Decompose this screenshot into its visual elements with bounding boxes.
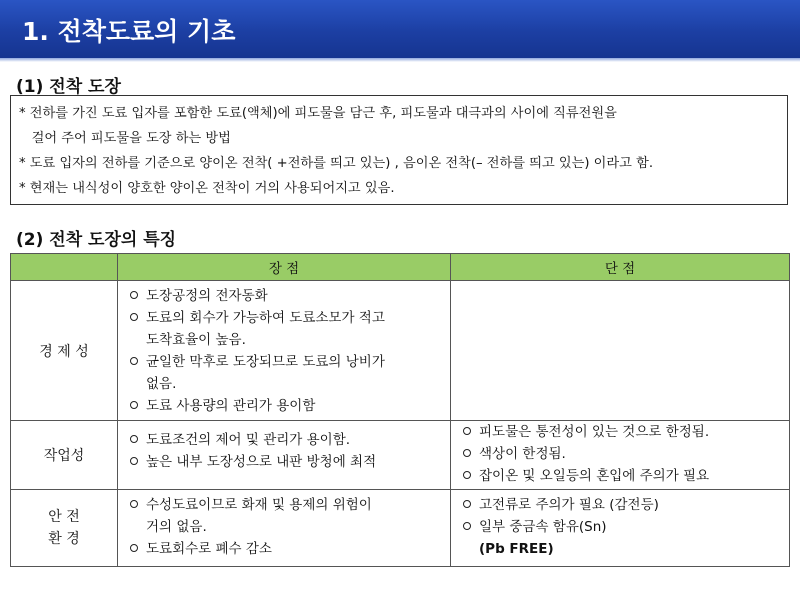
definition-line: 걸어 주어 피도물을 도장 하는 방법 <box>19 131 231 146</box>
definition-line: * 현재는 내식성이 양호한 양이온 전착이 거의 사용되어지고 있음. <box>19 181 395 196</box>
circle-bullet-icon <box>463 500 471 508</box>
circle-bullet-icon <box>463 471 471 479</box>
circle-bullet-icon <box>130 544 138 552</box>
category-workability: 작업성 <box>11 421 118 490</box>
table-row-economy <box>11 281 790 421</box>
list-item: 도료조건의 제어 및 관리가 용이함. <box>128 429 446 451</box>
circle-bullet-icon <box>130 357 138 365</box>
cons-cell <box>451 490 790 567</box>
definition-line: * 도료 입자의 전하를 기준으로 양이온 전착( +전하를 띄고 있는) , 음이온 전착(– 전하를 띄고 있는) 이라고 함. <box>19 156 654 171</box>
features-table <box>10 253 790 567</box>
list-item: 도료 사용량의 관리가 용이함 <box>128 395 446 417</box>
category-economy: 경 제 성 <box>11 281 118 421</box>
category-safety-environment <box>11 490 118 567</box>
list-item: 색상이 한정됨. <box>461 443 785 465</box>
circle-bullet-icon <box>130 457 138 465</box>
cons-cell <box>451 281 790 421</box>
circle-bullet-icon <box>130 435 138 443</box>
list-item: 잡이온 및 오일등의 혼입에 주의가 필요 <box>461 465 785 487</box>
header-cons: 단 점 <box>451 254 790 281</box>
pros-cell <box>118 421 451 490</box>
list-item: 도료의 회수가 가능하여 도료소모가 적고 도착효율이 높음. <box>128 307 446 351</box>
circle-bullet-icon <box>130 313 138 321</box>
definition-line: * 전하를 가진 도료 입자를 포함한 도료(액체)에 피도물을 담근 후, 피도물과 대극과의 사이에 직류전원을 <box>19 106 617 121</box>
table-row-workability <box>11 421 790 490</box>
list-item: 높은 내부 도장성으로 내판 방청에 최적 <box>128 451 446 473</box>
pros-cell <box>118 281 451 421</box>
cons-cell <box>451 421 790 490</box>
list-item: 도료회수로 폐수 감소 <box>128 538 446 560</box>
list-item: 균일한 막후로 도장되므로 도료의 낭비가 없음. <box>128 351 446 395</box>
page-title: 1. 전착도료의 기초 <box>22 17 236 46</box>
circle-bullet-icon <box>130 291 138 299</box>
circle-bullet-icon <box>463 449 471 457</box>
circle-bullet-icon <box>130 401 138 409</box>
list-item: 피도물은 통전성이 있는 것으로 한정됨. <box>461 421 785 443</box>
definition-box <box>10 95 788 205</box>
list-item: 수성도료이므로 화재 및 용제의 위험이 거의 없음. <box>128 494 446 538</box>
category-line: 환 경 <box>48 531 80 547</box>
circle-bullet-icon <box>463 427 471 435</box>
table-header-row <box>11 254 790 281</box>
pros-cell <box>118 490 451 567</box>
circle-bullet-icon <box>463 522 471 530</box>
table-row-safety-environment <box>11 490 790 567</box>
header-pros: 장 점 <box>118 254 451 281</box>
list-item: 일부 중금속 함유(Sn) (Pb FREE) <box>461 516 785 560</box>
section-heading-electrodeposition: (1) 전착 도장 <box>16 77 121 97</box>
header-blank <box>11 254 118 281</box>
category-line: 안 전 <box>48 509 80 525</box>
section-heading-features: (2) 전착 도장의 특징 <box>16 230 177 250</box>
list-item: 고전류로 주의가 필요 (감전등) <box>461 494 785 516</box>
list-item: 도장공정의 전자동화 <box>128 285 446 307</box>
title-bar <box>0 0 800 58</box>
circle-bullet-icon <box>130 500 138 508</box>
